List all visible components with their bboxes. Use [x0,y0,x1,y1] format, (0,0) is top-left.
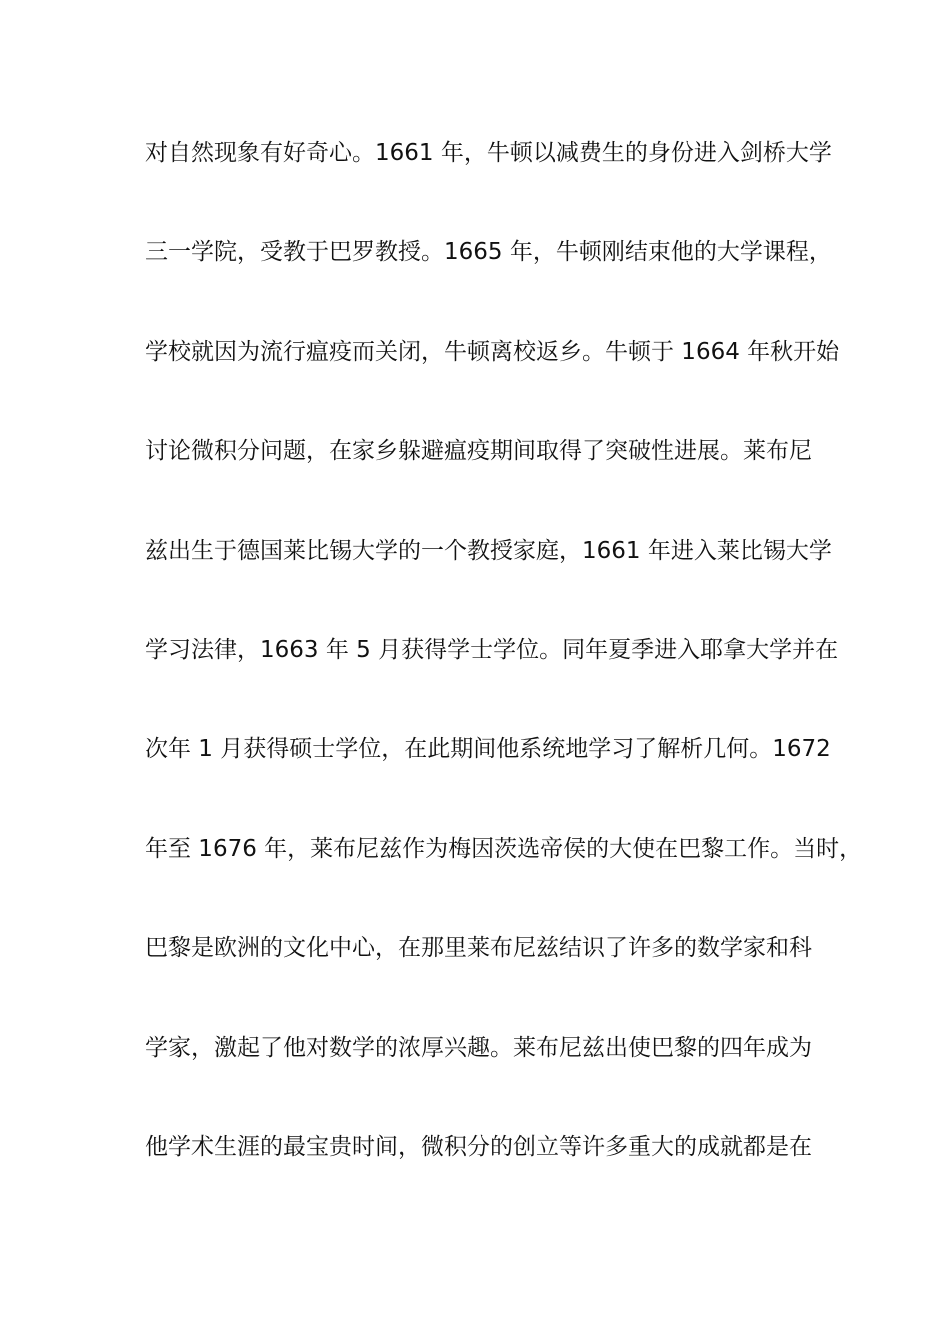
text-line: 学校就因为流行瘟疫而关闭，牛顿离校返乡。牛顿于 1664 年秋开始 [145,338,840,365]
text-line: 学习法律，1663 年 5 月获得学士学位。同年夏季进入耶拿大学并在 [145,636,839,663]
text-line: 他学术生涯的最宝贵时间，微积分的创立等许多重大的成就都是在 [145,1133,812,1160]
text-line: 讨论微积分问题，在家乡躲避瘟疫期间取得了突破性进展。莱布尼 [145,438,812,465]
text-line: 兹出生于德国莱比锡大学的一个教授家庭，1661 年进入莱比锡大学 [145,537,832,564]
text-line: 三一学院，受教于巴罗教授。1665 年，牛顿刚结束他的大学课程， [145,239,832,266]
text-line: 年至 1676 年，莱布尼兹作为梅因茨选帝侯的大使在巴黎工作。当时， [145,835,863,862]
text-line: 次年 1 月获得硕士学位，在此期间他系统地学习了解析几何。1672 [145,736,831,763]
text-line: 学家，激起了他对数学的浓厚兴趣。莱布尼兹出使巴黎的四年成为 [145,1034,812,1061]
body-text [145,133,863,1226]
text-line: 对自然现象有好奇心。1661 年，牛顿以减费生的身份进入剑桥大学 [145,140,832,166]
text-line: 巴黎是欧洲的文化中心，在那里莱布尼兹结识了许多的数学家和科 [145,935,812,962]
